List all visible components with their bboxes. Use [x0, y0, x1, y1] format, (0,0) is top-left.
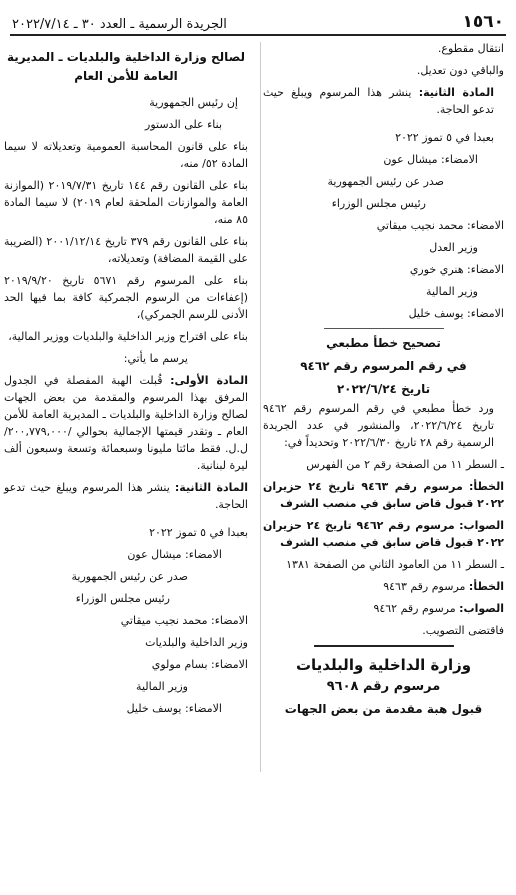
correct-label: الصواب: — [459, 519, 505, 532]
column-divider — [260, 42, 261, 772]
correct-label: الصواب: — [459, 602, 504, 615]
page-number: ١٥٦٠ — [462, 12, 504, 32]
article-text: ينشر هذا المرسوم ويبلغ حيث تدعو الحاجة. — [4, 481, 248, 511]
article-label: المادة الثانية: — [174, 481, 249, 494]
decrees-line: يرسم ما يأتي: — [123, 352, 188, 365]
correction-location: ـ السطر ١١ من الصفحة رقم ٢ من الفهرس — [306, 458, 504, 471]
left-column — [4, 40, 248, 722]
considering-clause: بناء على المرسوم رقم ٥٦٧١ تاريخ ٢٠١٩/٩/٢٠ (إعفاءات من الرسوم الجمركية كافة بما فيها الحد الأدنى للرسم الجمركي)، — [4, 274, 249, 321]
minister-finance: وزير المالية — [426, 285, 478, 298]
error-label: الخطأ: — [468, 580, 504, 593]
minister-interior: وزير الداخلية والبلديات — [145, 636, 248, 649]
considering-clause: بناء على قانون المحاسبة العمومية وتعديلاته لا سيما المادة ٥٢/ منه، — [4, 140, 248, 170]
error-label: الخطأ: — [468, 480, 505, 493]
issued-by: صدر عن رئيس الجمهورية — [71, 570, 188, 583]
error-entry — [263, 578, 504, 595]
error-entry — [263, 478, 504, 512]
pm-title: رئيس مجلس الوزراء — [331, 197, 426, 210]
correct-entry — [263, 517, 504, 551]
page-header — [12, 8, 504, 32]
decree-date: بعبدا في ٥ تموز ٢٠٢٢ — [395, 131, 494, 144]
article-text: قُبلت الهبة المفصلة في الجدول المرفق بهذا المرسوم والمقدمة من بعض الجهات لصالح وزارة الداخلية والبلديات ـ المديرية العامة للأمن العام ـ وتقدر قيمتها الإجمالية بحوالي /٢٠٠,٧٧٩,٠٠٠/ ل.ل. فقط مائتا مليونا وسبعمائة وتسعة وسبعون ألف ليرة لبنانية. — [4, 374, 248, 472]
signature-justice: الامضاء: هنري خوري — [409, 263, 504, 276]
correction-location: ـ السطر ١١ من العامود الثاني من الصفحة ١٣٨١ — [286, 558, 504, 571]
article-one — [4, 372, 248, 474]
article-label: المادة الأولى: — [170, 374, 248, 387]
correct-entry — [263, 600, 504, 617]
correction-title: تصحيح خطأ مطبعي — [326, 336, 441, 350]
continued-title: لصالح وزارة الداخلية والبلديات ـ المديرية العامة للأمن العام — [6, 50, 246, 83]
running-head: الجريدة الرسمية ـ العدد ٣٠ ـ ٢٠٢٢/٧/١٤ — [12, 17, 227, 32]
correct-text: مرسوم رقم ٩٤٦٢ — [373, 602, 456, 615]
correction-subtitle: في رقم المرسوم رقم ٩٤٦٢ — [300, 359, 467, 373]
header-rule — [10, 34, 506, 36]
minister-finance: وزير المالية — [136, 680, 188, 693]
decree-number: مرسوم رقم ٩٦٠٨ — [326, 679, 441, 694]
closing-line: فاقتضى التصويب. — [422, 624, 504, 637]
ministry-title: وزارة الداخلية والبلديات — [295, 656, 472, 674]
error-text: مرسوم رقم ٩٤٦٣ — [383, 580, 466, 593]
signature-pm: الامضاء: محمد نجيب ميقاتي — [120, 614, 248, 627]
pm-title: رئيس مجلس الوزراء — [75, 592, 170, 605]
decree-subject: قبول هبة مقدمة من بعض الجهات — [284, 702, 483, 716]
considering-clause: بناء على القانون رقم ٣٧٩ تاريخ ٢٠٠١/١٢/١٤ (الضريبة على القيمة المضافة) وتعديلاته، — [4, 235, 248, 265]
article-label: المادة الثانية: — [418, 86, 494, 99]
considering-clause: بناء على اقتراح وزير الداخلية والبلديات ووزير المالية، — [8, 330, 248, 343]
correction-date: تاريخ ٢٠٢٢/٦/٢٤ — [336, 382, 431, 396]
considering-clause: بناء على القانون رقم ١٤٤ تاريخ ٢٠١٩/٧/٣١ (الموازنة العامة والموازنات الملحقة لعام ٢٠١٩) لا سيما المادة ٨٥ منه، — [4, 179, 248, 226]
section-divider — [314, 645, 454, 647]
signature-interior: الامضاء: بسام مولوي — [151, 658, 248, 671]
signature-finance: الامضاء: يوسف خليل — [408, 307, 504, 320]
error-text: مرسوم رقم ٩٤٦٣ تاريخ ٢٤ حزيران ٢٠٢٢ قبول قاض سابق في منصب الشرف — [263, 480, 504, 510]
correction-body: ورد خطأ مطبعي في رقم المرسوم رقم ٩٤٦٢ تاريخ ٢٠٢٢/٦/٢٤، والمنشور في عدد الجريدة الرسمية رقم ٢٨ تاريخ ٢٠٢٢/٦/٣٠ وتحديداً في: — [263, 402, 494, 449]
article-text: ينشر هذا المرسوم ويبلغ حيث تدعو الحاجة. — [263, 86, 494, 116]
signature-finance: الامضاء: يوسف خليل — [126, 702, 222, 715]
issued-by: صدر عن رئيس الجمهورية — [327, 175, 444, 188]
right-column — [263, 40, 504, 720]
section-divider — [324, 328, 444, 329]
text-line: والباقي دون تعديل. — [416, 64, 504, 77]
considering-clause: بناء على الدستور — [145, 118, 222, 131]
article-two — [263, 84, 504, 118]
article-two — [4, 479, 248, 513]
signature-president: الامضاء: ميشال عون — [383, 153, 478, 166]
text-line: انتقال مقطوع. — [437, 42, 504, 55]
correct-text: مرسوم رقم ٩٤٦٢ تاريخ ٢٤ حزيران ٢٠٢٢ قبول قاض سابق في منصب الشرف — [263, 519, 504, 549]
decree-date: بعبدا في ٥ تموز ٢٠٢٢ — [149, 526, 248, 539]
signature-president: الامضاء: ميشال عون — [127, 548, 222, 561]
president-line: إن رئيس الجمهورية — [149, 96, 238, 109]
minister-justice: وزير العدل — [429, 241, 478, 254]
signature-pm: الامضاء: محمد نجيب ميقاتي — [376, 219, 504, 232]
